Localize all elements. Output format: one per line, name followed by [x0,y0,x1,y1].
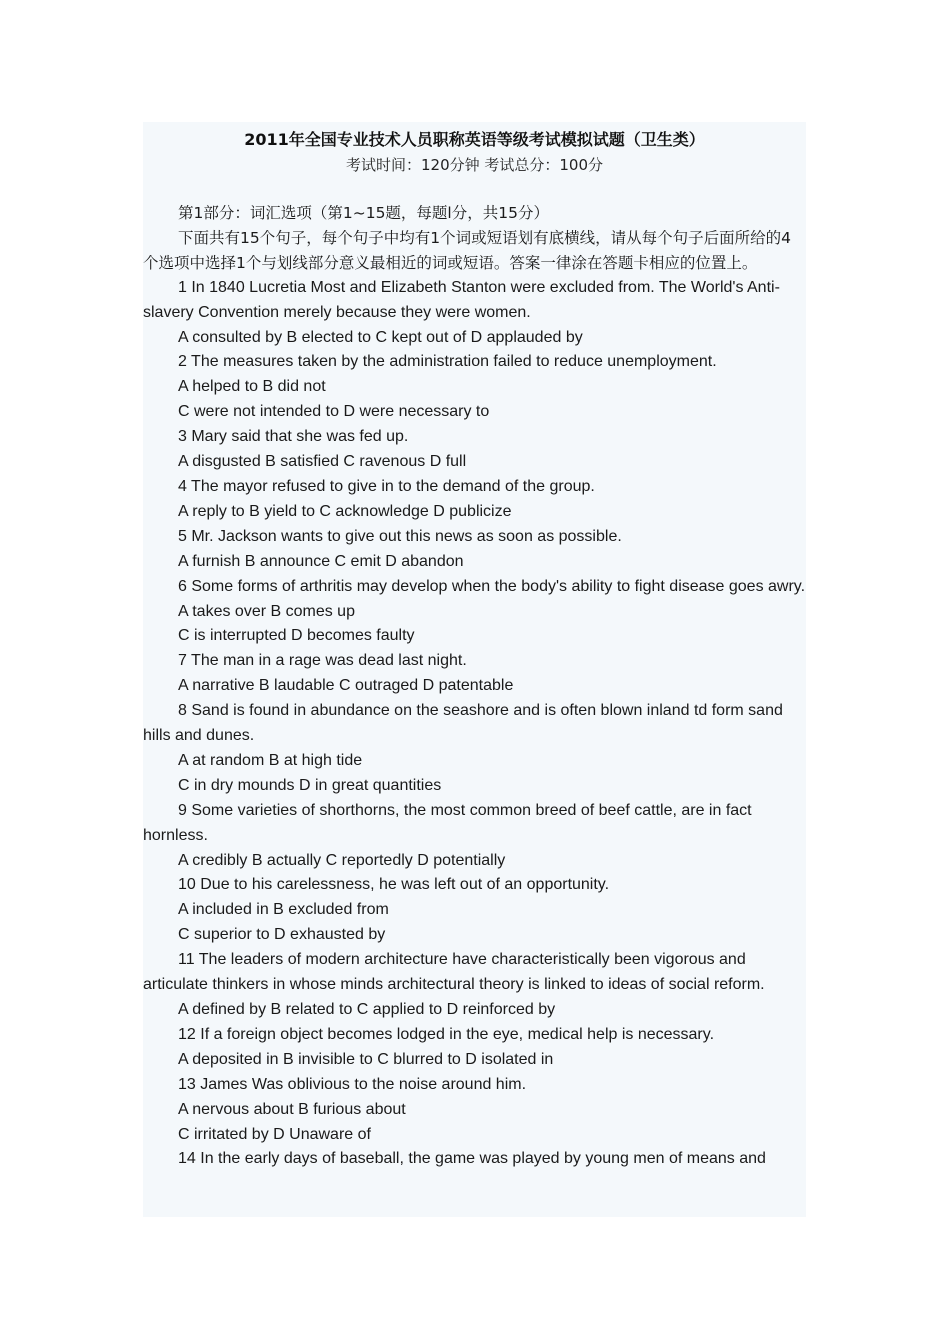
question-line: C irritated by D Unaware of [178,1125,371,1143]
question-line: A consulted by B elected to C kept out of D applauded by [178,328,583,346]
section-heading: 第1部分：词汇选项（第1~15题，每题l分，共15分） [178,204,549,222]
question-line: A takes over B comes up [178,602,355,620]
question-line: C is interrupted D becomes faulty [178,627,415,645]
question-line: A helped to B did not [178,378,326,396]
question-line: A nervous about B furious about [178,1100,406,1118]
document-title: 2011年全国专业技术人员职称英语等级考试模拟试题（卫生类） [244,130,705,149]
question-line: A deposited in B invisible to C blurred to D isolated in [178,1050,554,1068]
question-line: 9 Some varieties of shorthorns, the most common breed of beef cattle, are in fact hornless. [143,801,752,844]
question-line: A included in B excluded from [178,901,389,919]
question-line: 5 Mr. Jackson wants to give out this news as soon as possible. [178,527,622,545]
question-line: A defined by B related to C applied to D reinforced by [178,1001,556,1018]
question-line: A furnish B announce C emit D abandon [178,552,464,570]
question-line: A credibly B actually C reportedly D potentially [178,851,506,869]
question-line: A narrative B laudable C outraged D patentable [178,677,514,695]
question-line: 1 In 1840 Lucretia Most and Elizabeth Stanton were excluded from. The World's Anti-slavery Convention merely because they were women. [143,278,780,321]
question-line: 13 James Was oblivious to the noise around him. [178,1075,527,1093]
question-line: 11 The leaders of modern architecture have characteristically been vigorous and articulate thinkers in whose minds architectural theory is linked to ideas of social reform. [143,951,765,994]
question-line: 12 If a foreign object becomes lodged in the eye, medical help is necessary. [178,1025,715,1043]
question-line: 6 Some forms of arthritis may develop when the body's ability to fight disease goes awry. [178,577,806,595]
question-line: 10 Due to his carelessness, he was left out of an opportunity. [178,876,610,894]
question-line: A reply to B yield to C acknowledge D publicize [178,502,512,520]
document-subtitle: 考试时间：120分钟 考试总分：100分 [345,156,604,174]
spacer [143,177,806,201]
question-line: 4 The mayor refused to give in to the demand of the group. [178,477,595,495]
question-list [143,276,806,1173]
question-line: 3 Mary said that she was fed up. [178,428,409,446]
question-line: 14 In the early days of baseball, the game was played by young men of means and [178,1150,766,1168]
question-line: C superior to D exhausted by [178,926,386,944]
question-line: A disgusted B satisfied C ravenous D full [178,453,467,471]
question-line: A at random B at high tide [178,751,363,769]
question-line: 7 The man in a rage was dead last night. [178,652,467,670]
question-line: C in dry mounds D in great quantities [178,776,442,794]
document-page [143,122,806,1217]
instructions-paragraph: 下面共有15个句子，每个句子中均有1个词或短语划有底横线，请从每个句子后面所给的4个选项中选择1个与划线部分意义最相近的词或短语。答案一律涂在答题卡相应的位置上。 [143,228,791,272]
question-line: C were not intended to D were necessary to [178,403,490,421]
question-line: 8 Sand is found in abundance on the seashore and is often blown inland td form sand hills and dunes. [143,702,783,745]
question-line: 2 The measures taken by the administration failed to reduce unemployment. [178,353,717,371]
